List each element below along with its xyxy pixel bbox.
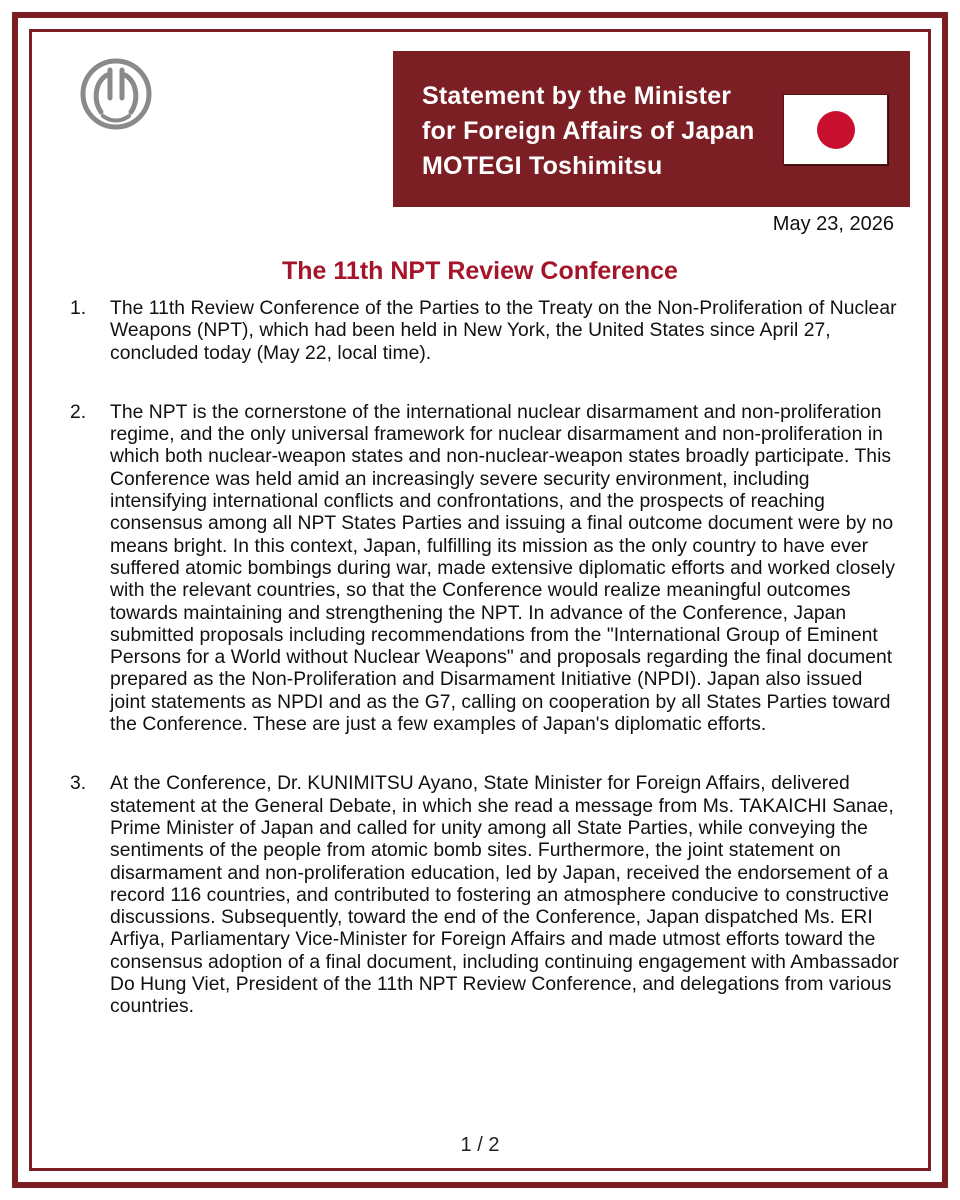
government-emblem-icon (79, 58, 153, 130)
paragraph-number: 2. (70, 401, 87, 423)
paragraph-item (70, 298, 900, 365)
flag-red-disc (817, 111, 855, 149)
paragraph-number: 3. (70, 773, 87, 795)
statement-title: Statement by the Minister for Foreign Affairs of Japan MOTEGI Toshimitsu (422, 82, 755, 180)
conference-title: The 11th NPT Review Conference (282, 257, 678, 285)
statement-paragraphs (70, 298, 900, 1019)
paragraph-text: At the Conference, Dr. KUNIMITSU Ayano, State Minister for Foreign Affairs, delivered statement at the General Debate, in which she read a message from Ms. TAKAICHI Sanae, Prime Minister of Japan and called for unity among all State Parties, while conveying the sentiments of the people from atomic bomb sites. Furthermore, the joint statement on disarmament and non-proliferation education, led by Japan, received the endorsement of a record 116 countries, and contributed to fostering an atmosphere conducive to constructive discussions. Subsequently, toward the end of the Conference, Japan dispatched Ms. ERI Arfiya, Parliamentary Vice-Minister for Foreign Affairs and made utmost efforts toward the consensus adoption of a final document, including continuing engagement with Ambassador Do Hung Viet, President of the 11th NPT Review Conference, and delegations from various countries. (110, 773, 899, 1018)
paragraph-item (70, 773, 900, 1018)
title-banner (393, 51, 910, 207)
japan-flag-icon (783, 94, 888, 165)
paragraph-number: 1. (70, 298, 87, 319)
page-number: 1 / 2 (460, 1134, 500, 1156)
paragraph-text: The NPT is the cornerstone of the international nuclear disarmament and non-proliferation regime, and the only universal framework for nuclear disarmament and non-proliferation in which both nuclear-weapon states and non-nuclear-weapon states broadly participate. This Conference was held amid an increasingly severe security environment, including intensifying international conflicts and confrontations, and the prospects of reaching consensus among all NPT States Parties and issuing a final outcome document were by no means bright. In this context, Japan, fulfilling its mission as the only country to have ever suffered atomic bombings during war, made extensive diplomatic efforts and worked closely with the relevant countries, so that the Conference would realize meaningful outcomes towards maintaining and strengthening the NPT. In advance of the Conference, Japan submitted proposals including recommendations from the "International Group of Eminent Persons for a World without Nuclear Weapons" and proposals regarding the final document prepared as the Non-Proliferation and Disarmament Initiative (NPDI). Japan also issued joint statements as NPDI and as the G7, calling on cooperation by all States Parties toward the Conference. These are just a few examples of Japan's diplomatic efforts. (110, 401, 896, 736)
statement-date: May 23, 2026 (772, 213, 894, 235)
paragraph-item (70, 402, 900, 736)
paragraph-text: The 11th Review Conference of the Parties to the Treaty on the Non-Proliferation of Nuclear Weapons (NPT), which had been held in New York, the United States since April 27, concluded today (May 22, local time). (110, 298, 897, 364)
